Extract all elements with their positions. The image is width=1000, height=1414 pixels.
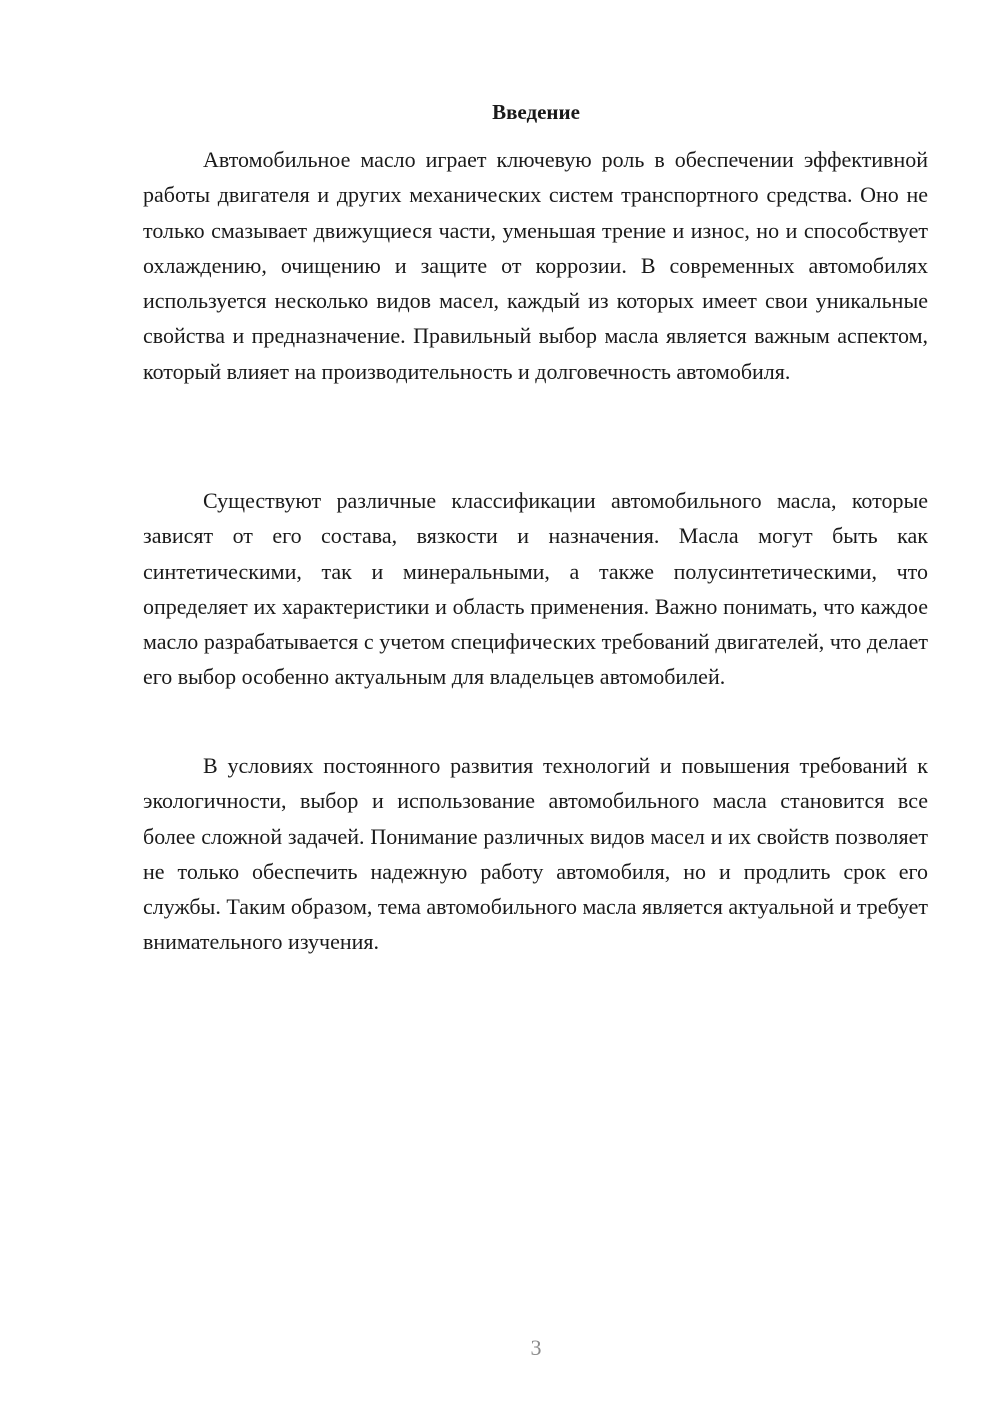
page-number: 3	[530, 1335, 542, 1360]
paragraph-3: В условиях постоянного развития технологий и повышения требований к экологичности, выбор и использование автомобильного масла становится все более сложной задачей. Понимание различных видов масел и их свойств позволяет не только обеспечить надежную работу автомобиля, но и продлить срок его службы. Таким образом, тема автомобильного масла является актуальной и требует внимательного изучения.	[143, 753, 928, 955]
page-title: Введение	[492, 100, 580, 124]
paragraph-2: Существуют различные классификации автомобильного масла, которые зависят от его состава, вязкости и назначения. Масла могут быть как синтетическими, так и минеральными, а также полусинтетическими, что определяет их характеристики и область применения. Важно понимать, что каждое масло разрабатывается с учетом специфических требований двигателей, что делает его выбор особенно актуальным для владельцев автомобилей.	[143, 488, 928, 690]
paragraph-1: Автомобильное масло играет ключевую роль в обеспечении эффективной работы двигателя и других механических систем транспортного средства. Оно не только смазывает движущиеся части, уменьшая трение и износ, но и способствует охлаждению, очищению и защите от коррозии. В современных автомобилях используется несколько видов масел, каждый из которых имеет свои уникальные свойства и предназначение. Правильный выбор масла является важным аспектом, который влияет на производительность и долговечность автомобиля.	[143, 147, 928, 384]
